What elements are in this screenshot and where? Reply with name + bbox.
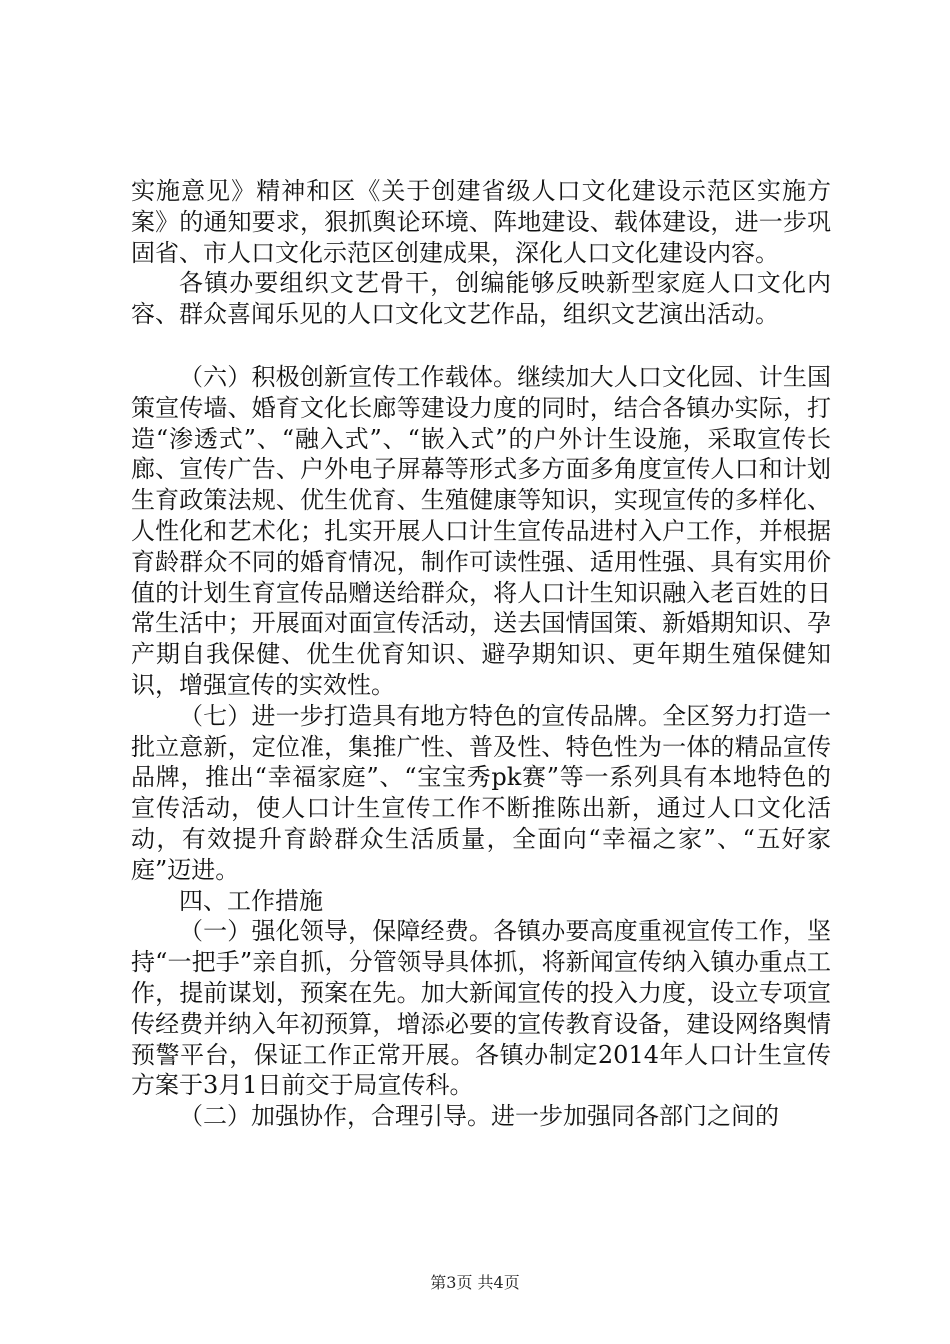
paragraph-art-works: 各镇办要组织文艺骨干，创编能够反映新型家庭人口文化内容、群众喜闻乐见的人口文化文艺作品，组织文艺演出活动。 xyxy=(131,269,831,329)
document-body xyxy=(131,176,831,1132)
page-number-footer: 第3页 共4页 xyxy=(430,1273,520,1292)
paragraph-continuation: 实施意见》精神和区《关于创建省级人口文化建设示范区实施方案》的通知要求，狠抓舆论环境、阵地建设、载体建设，进一步巩固省、市人口文化示范区创建成果，深化人口文化建设内容。 xyxy=(131,177,831,267)
paragraph-measure-two: （二）加强协作，合理引导。进一步加强同各部门之间的 xyxy=(179,1102,779,1131)
paragraph-measure-one: （一）强化领导，保障经费。各镇办要高度重视宣传工作，坚持“一把手”亲自抓，分管领导具体抓，将新闻宣传纳入镇办重点工作，提前谋划，预案在先。加大新闻宣传的投入力度，设立专项宣传经费并纳入年初预算，增添必要的宣传教育设备，建设网络舆情预警平台，保证工作正常开展。各镇办制定2014年人口计生宣传方案于3月1日前交于局宣传科。 xyxy=(131,917,831,1100)
heading-work-measures: 四、工作措施 xyxy=(179,886,323,915)
paragraph-section-seven: （七）进一步打造具有地方特色的宣传品牌。全区努力打造一批立意新，定位准，集推广性、普及性、特色性为一体的精品宣传品牌，推出“幸福家庭”、“宝宝秀pk赛”等一系列具有本地特色的宣传活动，使人口计生宣传工作不断推陈出新，通过人口文化活动，有效提升育龄群众生活质量，全面向“幸福之家”、“五好家庭”迈进。 xyxy=(131,701,831,884)
paragraph-gap xyxy=(131,330,831,362)
paragraph-section-six: （六）积极创新宣传工作载体。继续加大人口文化园、计生国策宣传墙、婚育文化长廊等建设力度的同时，结合各镇办实际，打造“渗透式”、“融入式”、“嵌入式”的户外计生设施，采取宣传长廊、宣传广告、户外电子屏幕等形式多方面多角度宣传人口和计划生育政策法规、优生优育、生殖健康等知识，实现宣传的多样化、人性化和艺术化；扎实开展人口计生宣传品进村入户工作，并根据育龄群众不同的婚育情况，制作可读性强、适用性强、具有实用价值的计划生育宣传品赠送给群众，将人口计生知识融入老百姓的日常生活中；开展面对面宣传活动，送去国情国策、新婚期知识、孕产期自我保健、优生优育知识、避孕期知识、更年期生殖保健知识，增强宣传的实效性。 xyxy=(131,362,831,699)
